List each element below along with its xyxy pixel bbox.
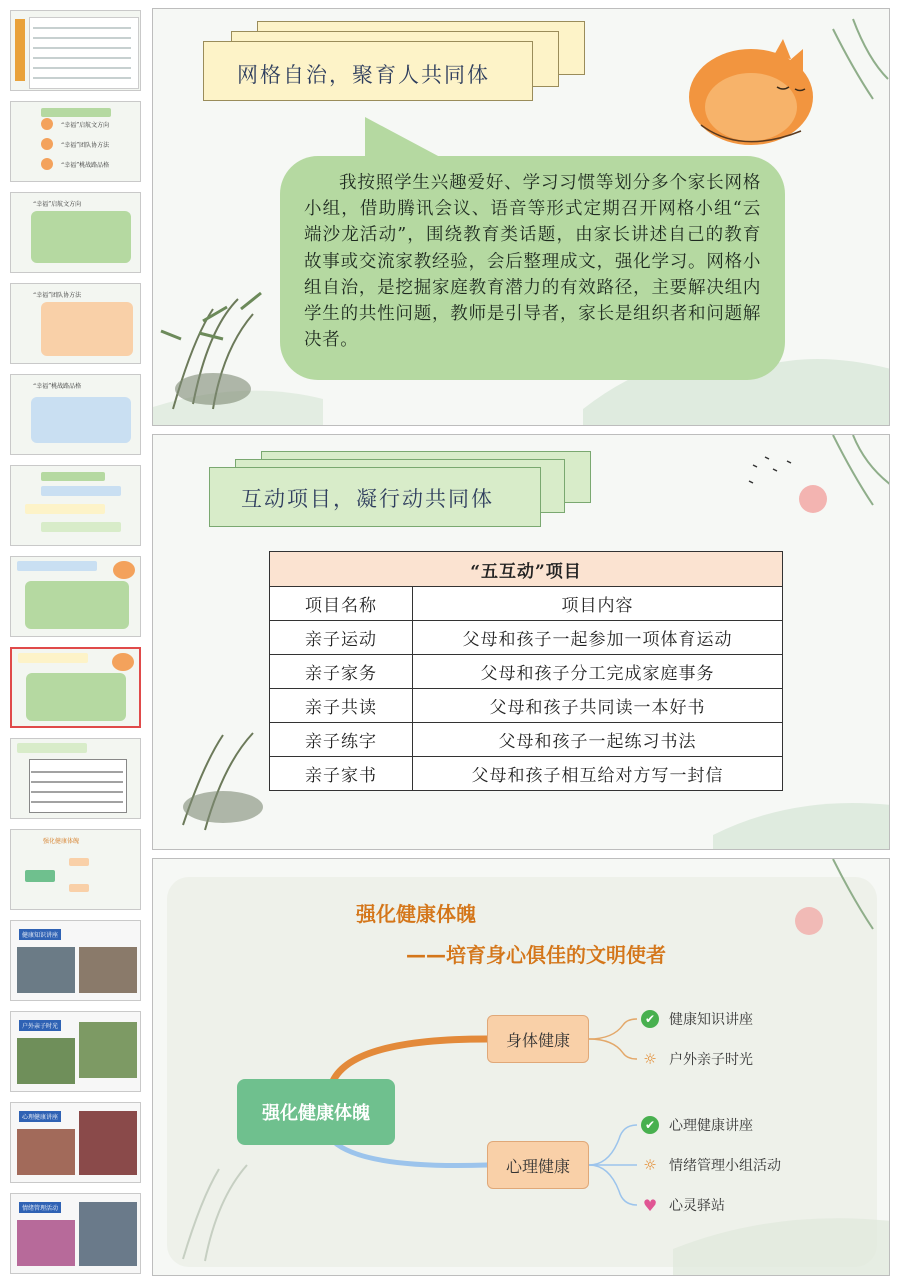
thumb-line: “幸福”团队协方法 <box>61 142 110 149</box>
project-name-cell: 亲子运动 <box>270 621 413 655</box>
project-name-cell: 亲子家务 <box>270 655 413 689</box>
slide-thumbnail-panel <box>0 0 150 1286</box>
project-content-cell: 父母和孩子分工完成家庭事务 <box>413 655 783 689</box>
project-content-cell: 父母和孩子一起参加一项体育运动 <box>413 621 783 655</box>
thumb-title: “幸福”启航文方向 <box>33 201 82 208</box>
leaf-node[interactable] <box>641 1195 725 1215</box>
column-header: 项目名称 <box>270 587 413 621</box>
table-header-row <box>270 587 783 621</box>
slide-thumbnail-1[interactable] <box>10 10 141 91</box>
thumb-title: 情绪管理活动 <box>19 1202 61 1213</box>
slide-strengthen-health[interactable] <box>152 858 890 1276</box>
check-icon: ✔ <box>641 1010 659 1028</box>
thumb-title: “幸福”桃战路品格 <box>33 383 82 390</box>
slide1-title: 网格自治，聚育人共同体 <box>237 63 490 87</box>
mindmap-background <box>153 859 890 1276</box>
project-name-cell: 亲子家书 <box>270 757 413 791</box>
thumb-title: “幸福”团队协方法 <box>33 292 82 299</box>
five-interaction-table <box>269 551 783 791</box>
slide-thumbnail-7[interactable] <box>10 556 141 637</box>
slide-thumbnail-4[interactable] <box>10 283 141 364</box>
leaf-label: 健康知识讲座 <box>669 1012 753 1028</box>
leaf-node[interactable] <box>641 1155 781 1175</box>
lightbulb-icon: ☼ <box>643 1156 657 1174</box>
thumb-line: “幸福”启航文方向 <box>61 122 110 129</box>
speech-bubble <box>280 156 785 380</box>
slide-thumbnail-14[interactable] <box>10 1193 141 1274</box>
table-row <box>270 655 783 689</box>
branch-node-mental[interactable]: 心理健康 <box>487 1141 589 1189</box>
thumb-title: 健康知识讲座 <box>19 929 61 940</box>
project-name-cell: 亲子练字 <box>270 723 413 757</box>
check-icon: ✔ <box>641 1116 659 1134</box>
branch-node-physical[interactable]: 身体健康 <box>487 1015 589 1063</box>
slide-grid-autonomy[interactable] <box>152 8 890 426</box>
slide-thumbnail-2[interactable] <box>10 101 141 182</box>
slide-thumbnail-11[interactable] <box>10 920 141 1001</box>
mindmap-root-node[interactable]: 强化健康体魄 <box>237 1079 395 1145</box>
table-row <box>270 689 783 723</box>
slide-thumbnail-13[interactable] <box>10 1102 141 1183</box>
slide-thumbnail-12[interactable] <box>10 1011 141 1092</box>
table-row <box>270 757 783 791</box>
thumb-line: “幸福”桃战路品格 <box>61 162 110 169</box>
leaf-node[interactable] <box>641 1009 753 1029</box>
slide2-title-banner <box>209 451 599 531</box>
table-row <box>270 723 783 757</box>
table-row <box>270 621 783 655</box>
thumb-title: 心理健康讲座 <box>19 1111 61 1122</box>
leaf-label: 情绪管理小组活动 <box>669 1158 781 1174</box>
project-content-cell: 父母和孩子相互给对方写一封信 <box>413 757 783 791</box>
mindmap-subtitle: ——培育身心俱佳的文明使者 <box>406 943 666 967</box>
project-name-cell: 亲子共读 <box>270 689 413 723</box>
slide-interactive-projects[interactable] <box>152 434 890 850</box>
leaf-node[interactable] <box>641 1049 753 1069</box>
slide-thumbnail-9[interactable] <box>10 738 141 819</box>
slide-thumbnail-5[interactable] <box>10 374 141 455</box>
leaf-label: 心灵驿站 <box>669 1198 725 1214</box>
lightbulb-icon: ☼ <box>643 1050 657 1068</box>
slide-thumbnail-6[interactable] <box>10 465 141 546</box>
thumb-title: 户外亲子时光 <box>19 1020 61 1031</box>
project-content-cell: 父母和孩子一起练习书法 <box>413 723 783 757</box>
slide-thumbnail-3[interactable] <box>10 192 141 273</box>
project-content-cell: 父母和孩子共同读一本好书 <box>413 689 783 723</box>
heart-icon: ♥ <box>642 1195 658 1215</box>
table-title: “五互动”项目 <box>270 552 783 587</box>
leaf-node[interactable] <box>641 1115 753 1135</box>
slide1-title-banner <box>203 21 593 101</box>
grid-autonomy-paragraph: 我按照学生兴趣爱好、学习习惯等划分多个家长网格小组，借助腾讯会议、语音等形式定期召开网格小组“云端沙龙活动”，围绕教育类话题，由家长讲述自己的教育故事或交流家教经验，会后整理成文，强化学习。网格小组自治，是挖掘家庭教育潜力的有效路径，主要解决组内学生的共性问题，教师是引导者，家长是组织者和问题解决者。 <box>304 173 761 351</box>
slide2-title: 互动项目，凝行动共同体 <box>241 487 494 511</box>
thumb-title: 强化健康体魄 <box>43 838 80 845</box>
leaf-label: 心理健康讲座 <box>669 1118 753 1134</box>
leaf-label: 户外亲子时光 <box>669 1052 753 1068</box>
slide-thumbnail-10[interactable] <box>10 829 141 910</box>
sleeping-fox-illustration <box>681 35 831 155</box>
column-header: 项目内容 <box>413 587 783 621</box>
slide-thumbnail-8[interactable] <box>10 647 141 728</box>
mindmap-title: 强化健康体魄 <box>356 902 476 926</box>
